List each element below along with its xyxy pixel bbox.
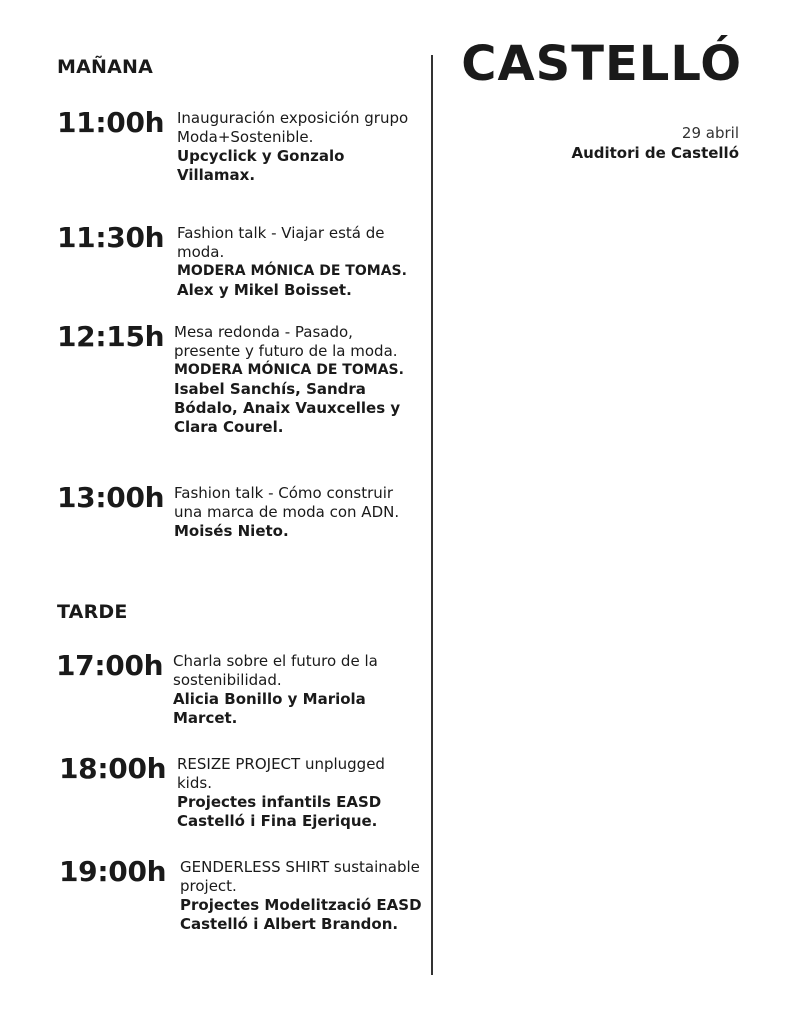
event-guests: Moisés Nieto. <box>174 522 289 540</box>
event-guests: Isabel Sanchís, Sandra Bódalo, Anaix Vauxcelles y Clara Courel. <box>174 380 401 436</box>
event-guests: Projectes infantils EASD Castelló i Fina Ejerique. <box>177 793 382 830</box>
event-guests: Upcyclick y Gonzalo Villamax. <box>177 147 345 184</box>
column-divider <box>431 55 433 975</box>
event-guests: Projectes Modelització EASD Castelló i Albert Brandon. <box>180 896 422 933</box>
event-time: 11:00h <box>57 106 165 139</box>
event-guests: Alicia Bonillo y Mariola Marcet. <box>173 690 366 727</box>
event-description: Mesa redonda - Pasado, presente y futuro de la moda. <box>174 323 398 360</box>
event-details <box>174 484 416 541</box>
event-description: RESIZE PROJECT unplugged kids. <box>177 755 385 792</box>
event-moderator: MODERA MÓNICA DE TOMAS. <box>174 362 404 378</box>
section-title-morning: MAÑANA <box>57 56 154 78</box>
event-time: 17:00h <box>56 649 164 682</box>
event-details <box>177 755 419 831</box>
event-description: Fashion talk - Cómo construir una marca de moda con ADN. <box>174 484 400 521</box>
event-description: GENDERLESS SHIRT sustainable project. <box>180 858 420 895</box>
event-details <box>174 323 416 437</box>
section-title-afternoon: TARDE <box>57 601 128 623</box>
event-date: 29 abril <box>681 124 739 142</box>
event-time: 13:00h <box>57 481 165 514</box>
city-title: CASTELLÓ <box>461 36 742 92</box>
event-time: 19:00h <box>59 855 167 888</box>
event-description: Fashion talk - Viajar está de moda. <box>177 224 385 261</box>
event-details <box>180 858 422 934</box>
event-time: 11:30h <box>57 221 165 254</box>
event-time: 18:00h <box>59 752 167 785</box>
event-time: 12:15h <box>57 320 165 353</box>
event-moderator: MODERA MÓNICA DE TOMAS. <box>177 263 407 279</box>
event-details <box>177 224 419 300</box>
event-details <box>177 109 419 185</box>
event-venue: Auditori de Castelló <box>571 144 739 162</box>
event-details <box>173 652 415 728</box>
event-description: Inauguración exposición grupo Moda+Sostenible. <box>177 109 409 146</box>
event-guests: Alex y Mikel Boisset. <box>177 281 352 299</box>
event-description: Charla sobre el futuro de la sostenibilidad. <box>173 652 378 689</box>
